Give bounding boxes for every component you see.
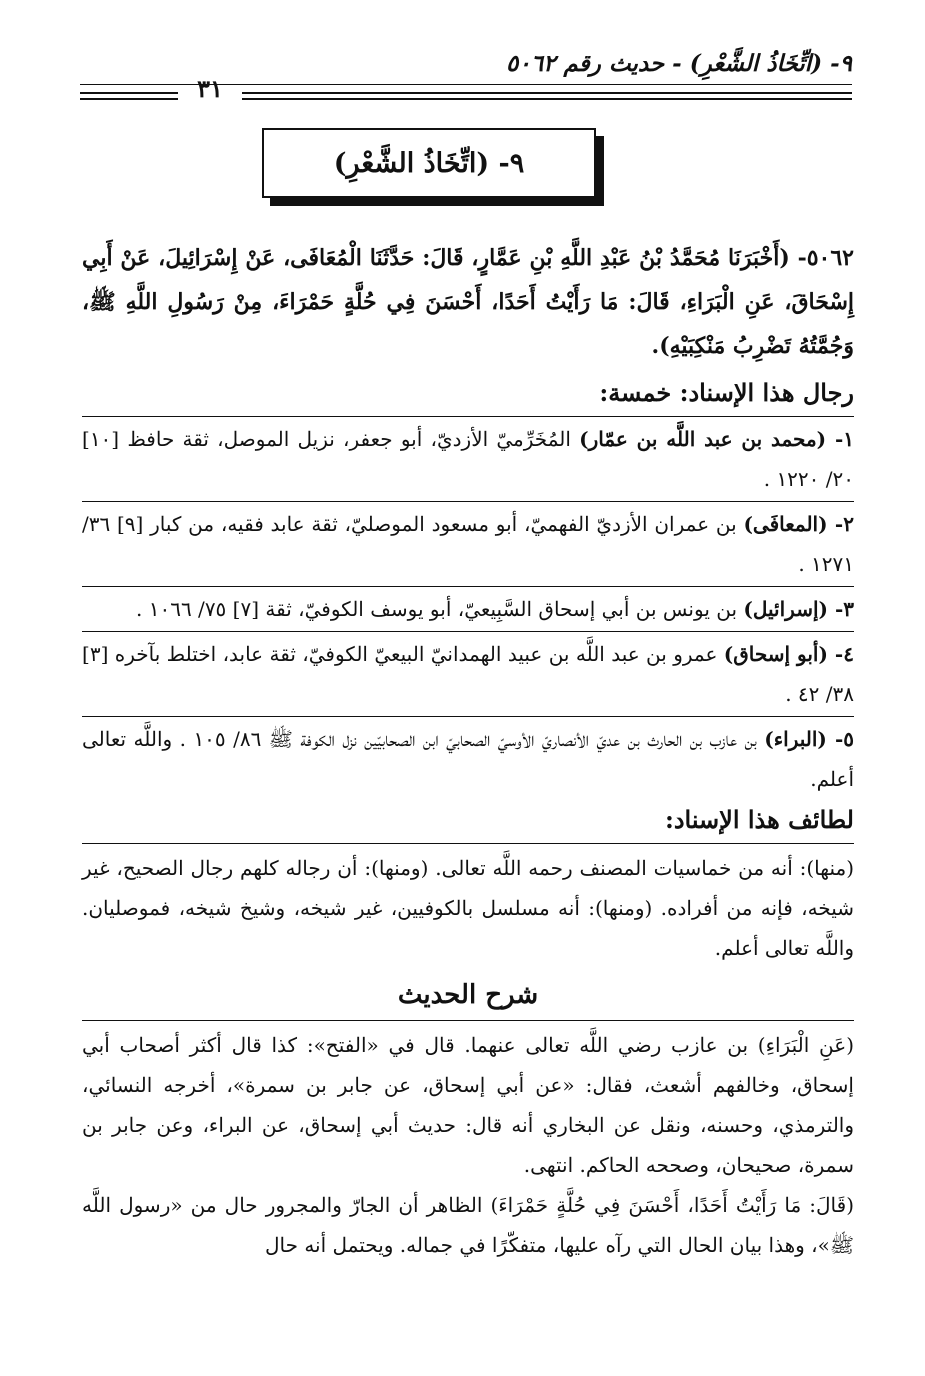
header-rule-right (242, 92, 852, 100)
narrators-heading: رجال هذا الإسناد: خمسة: (599, 378, 854, 407)
section-title: ٩- (اتِّخَاذُ الشَّعْرِ) (333, 147, 525, 179)
page-number: ٣١ (197, 74, 223, 103)
lataif-heading: لطائف هذا الإسناد: (664, 805, 854, 834)
narrator-name: ١- (محمد بن عبد اللَّه بن عمّار) (579, 427, 855, 451)
hadith-text: ٥٠٦٢- (أَخْبَرَنَا مُحَمَّدُ بْنُ عَبْدِ اللَّهِ بْنِ عَمَّارٍ، قَالَ: حَدَّثَنَا الْمُعَافَى، عَنْ إِسْرَائِيلَ، عَنْ أَبِي إِسْحَاقَ، عَنِ الْبَرَاءِ، قَالَ: مَا رَأَيْتُ أَحَدًا، أَحْسَنَ فِي حُلَّةٍ حَمْرَاءَ، مِنْ رَسُولِ اللَّهِ ﷺ، وَجُمَّتُهُ تَضْرِبُ مَنْكِبَيْهِ). (82, 245, 854, 359)
narrator-1 (82, 416, 854, 499)
lataif-text: (منها): أنه من خماسيات المصنف رحمه اللَّه تعالى. (ومنها): أن رجاله كلهم رجال الصحيح، غير شيخه، فإنه من أفراده. (ومنها): أنه مسلسل بالكوفيين، غير شيخه، وشيخ شيخه، فموصليان. واللَّه تعالى أعلم. (82, 843, 854, 968)
narrator-details: المُخَرِّميّ الأزديّ، أبو جعفر، نزيل الموصل، ثقة حافظ [١٠] ٢٠/ ١٢٢٠ . (82, 427, 854, 491)
narrator-name: ٥- (البراء) (764, 727, 854, 751)
sharh-paragraph-2: (قَالَ: مَا رَأَيْتُ أَحَدًا، أَحْسَنَ فِي حُلَّةٍ حَمْرَاءَ) الظاهر أن الجارّ والمجرور حال من «رسول اللَّه ﷺ»، وهذا بيان الحال التي رآه عليها، متفكّرًا في جماله. ويحتمل أنه حال (82, 1193, 855, 1257)
narrator-2 (82, 501, 854, 584)
section-title-box (262, 128, 596, 198)
sharh-heading: شرح الحديث (397, 980, 539, 1010)
header-rule-left (80, 92, 178, 100)
narrator-details: بن عمران الأزديّ الفهميّ، أبو مسعود الموصليّ، ثقة عابد فقيه، من كبار [٩] ٣٦/ ١٢٧١ . (82, 512, 854, 576)
narrator-details: عمرو بن عبد اللَّه بن عبيد الهمدانيّ البيعيّ الكوفيّ، ثقة عابد، اختلط بآخره [٣] ٣٨/ ٤٢ . (82, 642, 854, 706)
narrator-5 (82, 716, 854, 799)
narrator-4 (82, 631, 854, 714)
page-content (82, 236, 854, 1265)
narrator-name: ٢- (المعافَى) (743, 512, 854, 536)
page-header (80, 44, 852, 106)
narrator-details: بن يونس بن أبي إسحاق السَّبِيعيّ، أبو يوسف الكوفيّ، ثقة [٧] ٧٥/ ١٠٦٦ . (136, 597, 744, 621)
narrator-name: ٤- (أبو إسحاق) (723, 642, 854, 666)
running-title: ٩- (اتِّخَاذُ الشَّعْرِ) - حديث رقم ٥٠٦٢ (506, 50, 852, 77)
sharh-paragraph-1: (عَنِ الْبَرَاءِ) بن عازب رضي اللَّه تعالى عنهما. قال في «الفتح»: كذا قال أكثر أصحاب أبي إسحاق، وخالفهم أشعث، فقال: «عن أبي إسحاق، عن جابر بن سمرة»، أخرجه النسائي، والترمذي، وحسنه، ونقل عن البخاري أنه قال: حديث أبي إسحاق، عن البراء، وعن جابر بن سمرة، صحيحان، وصححه الحاكم. انتهى. (82, 1020, 854, 1185)
narrator-name: ٣- (إسرائيل) (743, 597, 854, 621)
narrator-details: بن عازب بن الحارث بن عديّ الأنصاريّ الأوسيّ الصحابيّ ابن الصحابيّين نزل الكوفة ﷺ ٨٦/ ١٠٥ . واللَّه تعالى أعلم. (82, 727, 854, 791)
narrator-3 (82, 586, 854, 629)
